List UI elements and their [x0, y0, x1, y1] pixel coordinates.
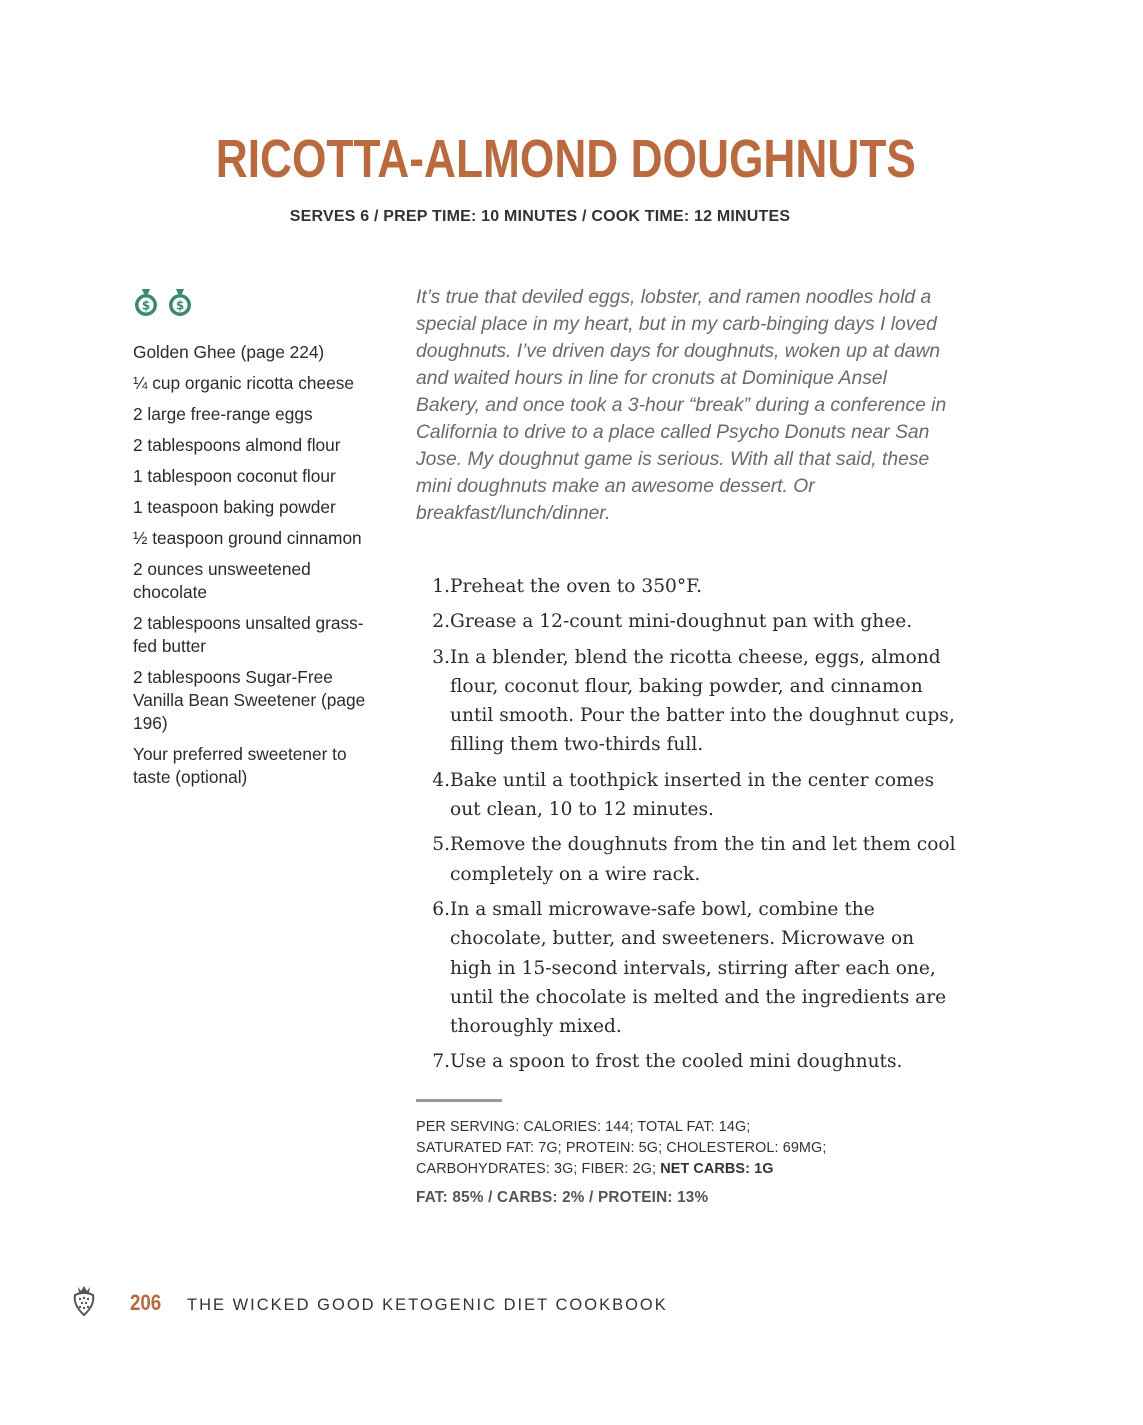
step-number: 1. — [432, 576, 450, 597]
ingredient-item: Your preferred sweetener to taste (optional) — [133, 744, 347, 787]
step-text: Grease a 12-count mini-doughnut pan with ghee. — [450, 611, 913, 633]
step-number: 6. — [432, 898, 450, 920]
ingredient-item: ¼ cup organic ricotta cheese — [133, 373, 354, 393]
svg-text:$: $ — [141, 298, 151, 313]
recipe-title: RICOTTA-ALMOND DOUGHNUTS — [215, 129, 916, 189]
net-carbs: NET CARBS: 1G — [660, 1161, 774, 1177]
ingredient-item: 2 tablespoons unsalted grass-fed butter — [133, 613, 364, 656]
instruction-step — [416, 895, 956, 1041]
nutrition-carbs: CARBOHYDRATES: 3G; FIBER: 2G; — [416, 1161, 657, 1177]
macro-ratio: FAT: 85% / CARBS: 2% / PROTEIN: 13% — [416, 1189, 709, 1206]
instruction-step — [416, 766, 956, 825]
nutrition-line: PER SERVING: CALORIES: 144; TOTAL FAT: 14G; — [416, 1119, 751, 1135]
instruction-step — [416, 643, 956, 760]
instruction-list — [416, 572, 956, 1083]
step-number: 5. — [432, 834, 450, 856]
instruction-step — [416, 1047, 956, 1076]
step-number: 4. — [432, 769, 450, 791]
step-text: Remove the doughnuts from the tin and let them cool completely on a wire rack. — [450, 834, 956, 885]
ingredient-item: ½ teaspoon ground cinnamon — [133, 528, 362, 548]
ingredient-item: 2 ounces unsweetened chocolate — [133, 559, 311, 602]
step-text: Bake until a toothpick inserted in the center comes out clean, 10 to 12 minutes. — [450, 769, 935, 821]
step-text: In a small microwave-safe bowl, combine the chocolate, butter, and sweeteners. Microwave on high in 15-second intervals, stirring after each one, until the chocolate is melted and the ingredients are thoroughly mixed. — [450, 898, 947, 1038]
nutrition-info — [416, 1117, 956, 1180]
ingredient-item: 1 teaspoon baking powder — [133, 497, 336, 517]
ingredient-item: Golden Ghee (page 224) — [133, 342, 325, 362]
instruction-step — [416, 572, 956, 601]
recipe-intro: It’s true that deviled eggs, lobster, and ramen noodles hold a special place in my heart, but in my carb-binging days I loved doughnuts. I’ve driven days for doughnuts, woken up at dawn and waited hours in line for cronuts at Dominique Ansel Bakery, and once took a 3-hour “break” during a conference in California to drive to a place called Psycho Donuts near San Jose. My doughnut game is serious. With all that said, these mini doughnuts make an awesome dessert. Or breakfast/lunch/dinner. — [416, 287, 947, 524]
cost-rating — [133, 287, 193, 317]
step-text: In a blender, blend the ricotta cheese, eggs, almond flour, coconut flour, baking powder, and cinnamon until smooth. Pour the batter into the doughnut cups, filling them two-thirds full. — [450, 646, 955, 756]
step-text: Preheat the oven to 350°F. — [450, 576, 703, 597]
page-number: 206 — [130, 1290, 162, 1315]
ingredient-list — [133, 341, 368, 797]
ingredient-item: 2 tablespoons Sugar-Free Vanilla Bean Sweetener (page 196) — [133, 667, 366, 733]
step-number: 3. — [432, 646, 450, 668]
strawberry-icon — [71, 1283, 97, 1317]
step-number: 7. — [432, 1051, 450, 1073]
svg-text:$: $ — [175, 298, 185, 313]
ingredient-item: 2 tablespoons almond flour — [133, 435, 341, 455]
recipe-subtitle: SERVES 6 / PREP TIME: 10 MINUTES / COOK TIME: 12 MINUTES — [289, 208, 791, 225]
money-bag-icon — [167, 287, 193, 317]
ingredient-item: 2 large free-range eggs — [133, 404, 313, 424]
nutrition-line: SATURATED FAT: 7G; PROTEIN: 5G; CHOLESTEROL: 69MG; — [416, 1140, 827, 1156]
money-bag-icon — [133, 287, 159, 317]
step-number: 2. — [432, 611, 450, 633]
instruction-step — [416, 830, 956, 889]
nutrition-line — [416, 1159, 956, 1180]
step-text: Use a spoon to frost the cooled mini doughnuts. — [450, 1051, 903, 1073]
instruction-step — [416, 607, 956, 636]
nutrition-divider — [416, 1099, 502, 1102]
ingredient-item: 1 tablespoon coconut flour — [133, 466, 336, 486]
book-title: THE WICKED GOOD KETOGENIC DIET COOKBOOK — [187, 1296, 668, 1314]
